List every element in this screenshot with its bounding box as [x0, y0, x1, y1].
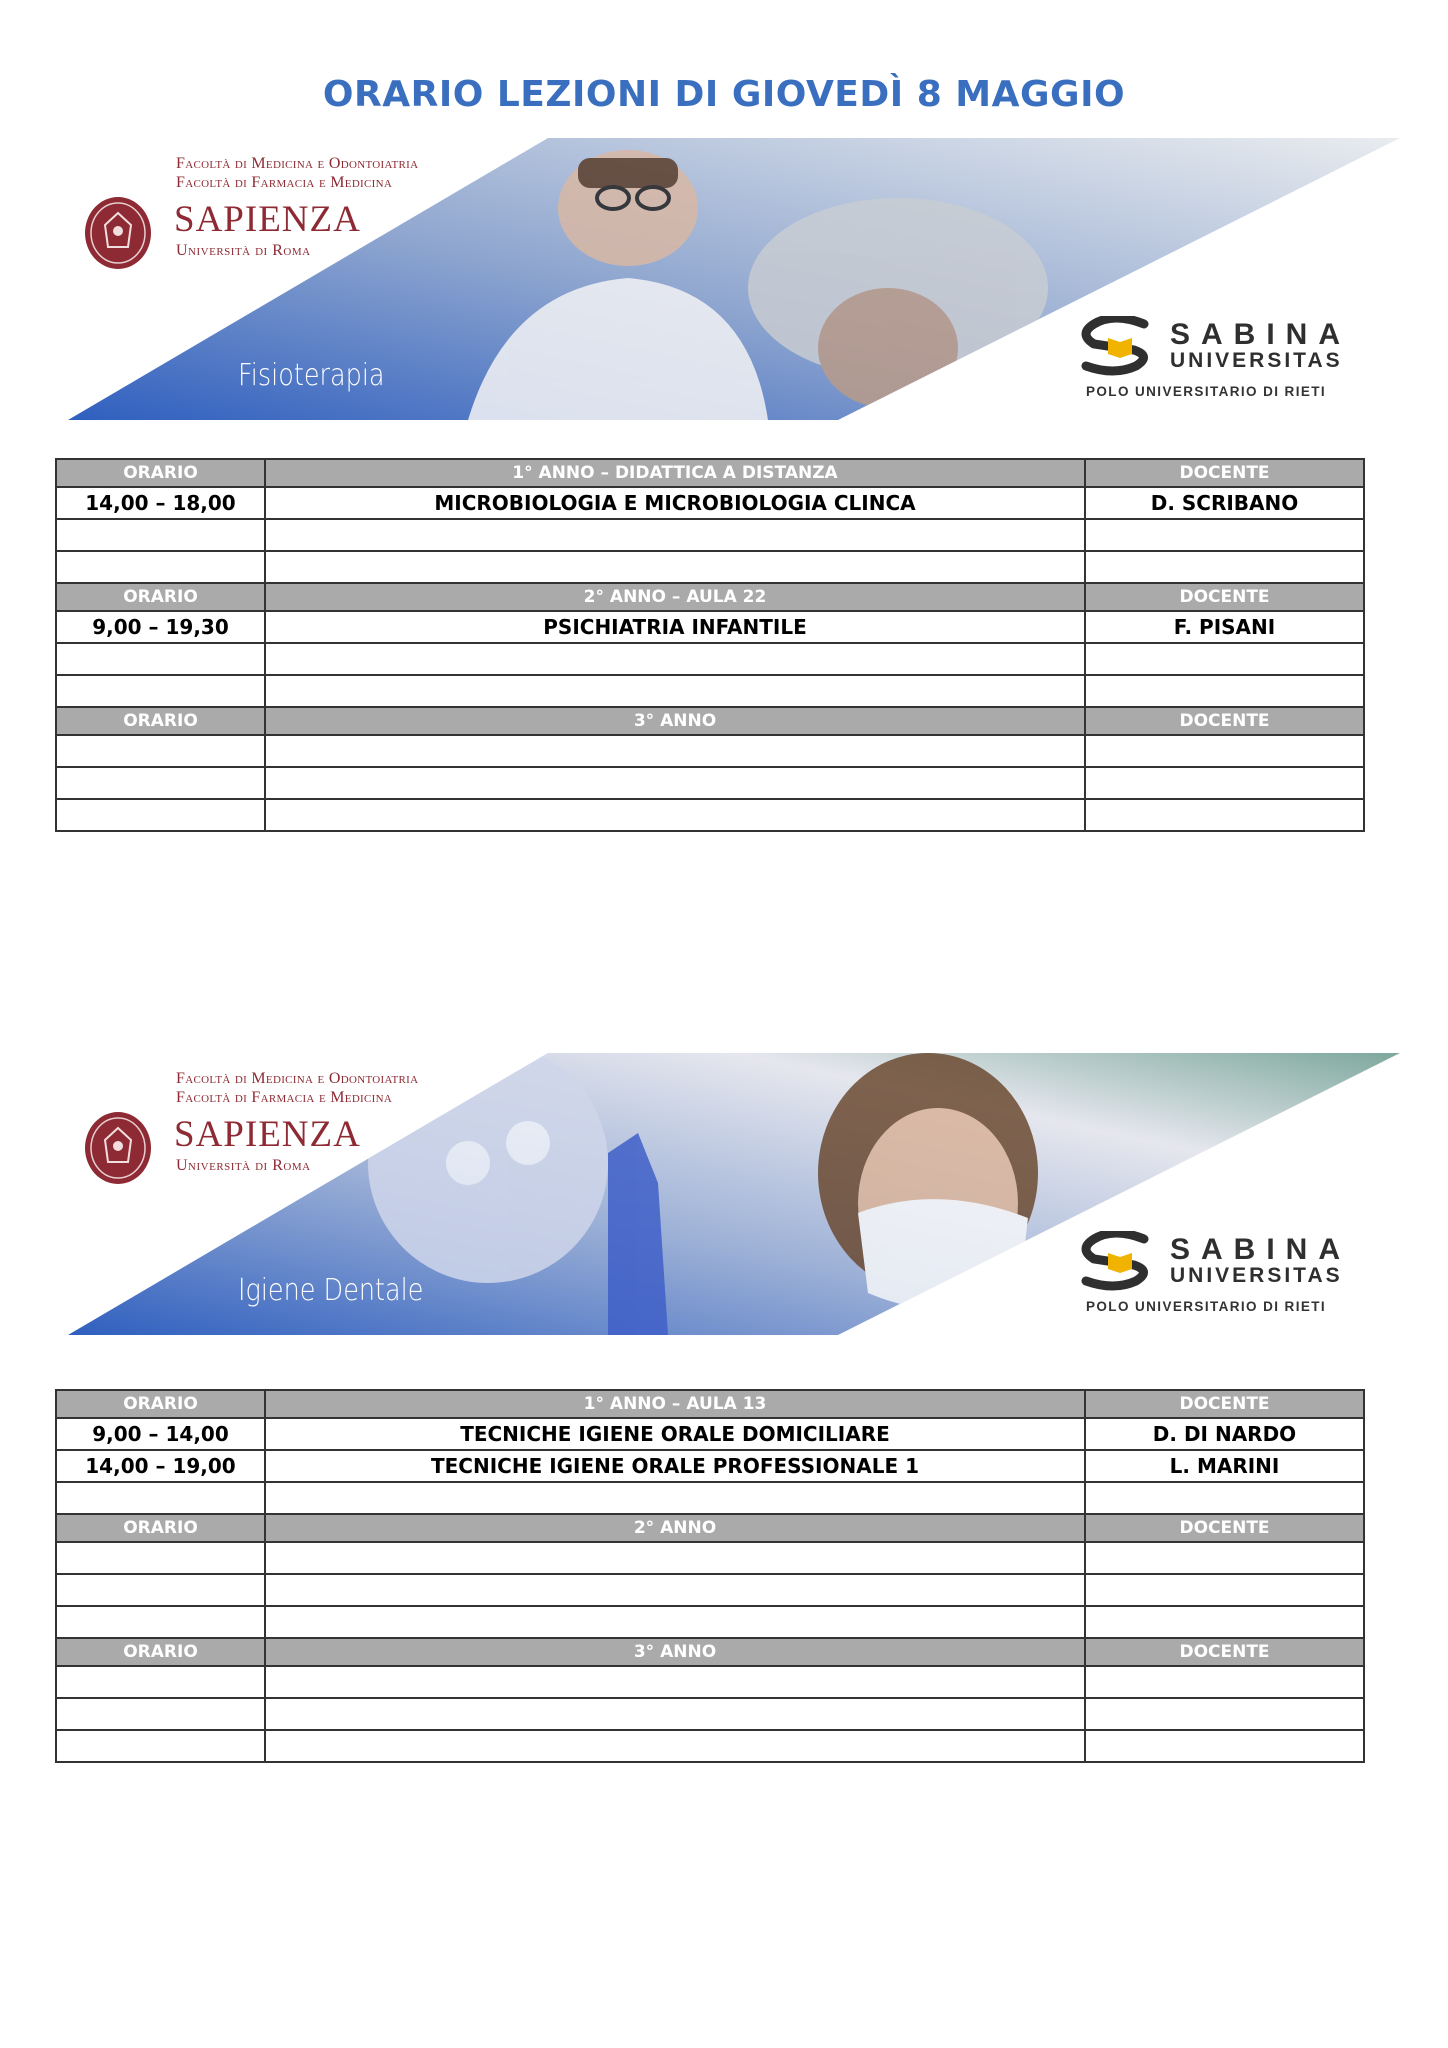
- university-subtitle: Università di Roma: [176, 1157, 311, 1174]
- header-teacher: DOCENTE: [1085, 583, 1364, 611]
- cell-time: 14,00 – 18,00: [56, 487, 265, 519]
- table-row: [56, 767, 1364, 799]
- cell-teacher: [1085, 1574, 1364, 1606]
- header-subject: 3° ANNO: [265, 707, 1085, 735]
- cell-subject: [265, 1606, 1085, 1638]
- header-time: ORARIO: [56, 707, 265, 735]
- cell-teacher: [1085, 551, 1364, 583]
- cell-teacher: [1085, 1542, 1364, 1574]
- header-teacher: DOCENTE: [1085, 1638, 1364, 1666]
- cell-time: 9,00 – 14,00: [56, 1418, 265, 1450]
- cell-teacher: D. SCRIBANO: [1085, 487, 1364, 519]
- header-time: ORARIO: [56, 1390, 265, 1418]
- cell-teacher: [1085, 643, 1364, 675]
- table-row: [56, 643, 1364, 675]
- header-subject: 2° ANNO: [265, 1514, 1085, 1542]
- table-row: [56, 1418, 1364, 1450]
- cell-teacher: [1085, 1482, 1364, 1514]
- header-teacher: DOCENTE: [1085, 459, 1364, 487]
- sabina-s-logo-icon: [1074, 316, 1164, 376]
- sabina-s-logo-icon: [1074, 1231, 1164, 1291]
- cell-time: [56, 1698, 265, 1730]
- banner-igiene-dentale: [68, 1053, 1400, 1335]
- cell-time: [56, 1730, 265, 1762]
- cell-teacher: [1085, 1666, 1364, 1698]
- cell-subject: TECNICHE IGIENE ORALE DOMICILIARE: [265, 1418, 1085, 1450]
- cell-teacher: F. PISANI: [1085, 611, 1364, 643]
- page-title: ORARIO LEZIONI DI GIOVEDÌ 8 MAGGIO: [322, 74, 1126, 115]
- table-header-row: [56, 1390, 1364, 1418]
- table-header-row: [56, 583, 1364, 611]
- sapienza-seal-icon: [83, 1110, 153, 1186]
- table-row: [56, 799, 1364, 831]
- cell-subject: [265, 675, 1085, 707]
- cell-time: [56, 767, 265, 799]
- table-row: [56, 551, 1364, 583]
- header-teacher: DOCENTE: [1085, 1390, 1364, 1418]
- cell-teacher: [1085, 1698, 1364, 1730]
- cell-subject: MICROBIOLOGIA E MICROBIOLOGIA CLINCA: [265, 487, 1085, 519]
- partner-subtitle: POLO UNIVERSITARIO DI RIETI: [1086, 1299, 1327, 1314]
- faculty-line-1: Facoltà di Medicina e Odontoiatria: [176, 155, 419, 172]
- cell-subject: PSICHIATRIA INFANTILE: [265, 611, 1085, 643]
- table-header-row: [56, 707, 1364, 735]
- table-row: [56, 675, 1364, 707]
- cell-subject: [265, 1666, 1085, 1698]
- partner-name-2: UNIVERSITAS: [1170, 1264, 1343, 1287]
- cell-subject: [265, 1482, 1085, 1514]
- cell-subject: [265, 551, 1085, 583]
- cell-time: 14,00 – 19,00: [56, 1450, 265, 1482]
- cell-subject: [265, 519, 1085, 551]
- table-row: [56, 519, 1364, 551]
- header-teacher: DOCENTE: [1085, 707, 1364, 735]
- header-time: ORARIO: [56, 583, 265, 611]
- cell-subject: [265, 1730, 1085, 1762]
- cell-teacher: [1085, 767, 1364, 799]
- table-row: [56, 1482, 1364, 1514]
- header-time: ORARIO: [56, 1638, 265, 1666]
- university-name: SAPIENZA: [174, 199, 361, 240]
- cell-subject: [265, 1542, 1085, 1574]
- header-subject: 2° ANNO – AULA 22: [265, 583, 1085, 611]
- cell-teacher: [1085, 735, 1364, 767]
- cell-subject: [265, 767, 1085, 799]
- cell-subject: [265, 1574, 1085, 1606]
- table-header-row: [56, 1638, 1364, 1666]
- cell-subject: [265, 799, 1085, 831]
- cell-time: [56, 643, 265, 675]
- cell-time: 9,00 – 19,30: [56, 611, 265, 643]
- table-row: [56, 1606, 1364, 1638]
- banner-fisioterapia: [68, 138, 1400, 420]
- table-row: [56, 1666, 1364, 1698]
- cell-teacher: [1085, 675, 1364, 707]
- cell-time: [56, 1666, 265, 1698]
- cell-teacher: L. MARINI: [1085, 1450, 1364, 1482]
- cell-time: [56, 1482, 265, 1514]
- cell-time: [56, 1574, 265, 1606]
- cell-time: [56, 519, 265, 551]
- sapienza-seal-icon: [83, 195, 153, 271]
- cell-time: [56, 1606, 265, 1638]
- cell-time: [56, 799, 265, 831]
- cell-teacher: [1085, 799, 1364, 831]
- cell-teacher: D. DI NARDO: [1085, 1418, 1364, 1450]
- faculty-line-2: Facoltà di Farmacia e Medicina: [176, 1089, 393, 1106]
- table-row: [56, 1698, 1364, 1730]
- table-row: [56, 1542, 1364, 1574]
- schedule-table-fisioterapia: [55, 458, 1365, 832]
- cell-teacher: [1085, 1606, 1364, 1638]
- cell-time: [56, 735, 265, 767]
- university-subtitle: Università di Roma: [176, 242, 311, 259]
- partner-name-1: SABINA: [1170, 318, 1352, 351]
- course-title: Igiene Dentale: [238, 1273, 424, 1308]
- table-header-row: [56, 459, 1364, 487]
- cell-teacher: [1085, 519, 1364, 551]
- table-row: [56, 1450, 1364, 1482]
- cell-teacher: [1085, 1730, 1364, 1762]
- header-subject: 1° ANNO – AULA 13: [265, 1390, 1085, 1418]
- faculty-line-2: Facoltà di Farmacia e Medicina: [176, 174, 393, 191]
- header-time: ORARIO: [56, 459, 265, 487]
- header-time: ORARIO: [56, 1514, 265, 1542]
- faculty-line-1: Facoltà di Medicina e Odontoiatria: [176, 1070, 419, 1087]
- partner-subtitle: POLO UNIVERSITARIO DI RIETI: [1086, 384, 1327, 399]
- cell-subject: [265, 643, 1085, 675]
- cell-subject: [265, 735, 1085, 767]
- header-subject: 3° ANNO: [265, 1638, 1085, 1666]
- table-row: [56, 1730, 1364, 1762]
- schedule-table-igiene-dentale: [55, 1389, 1365, 1763]
- cell-time: [56, 1542, 265, 1574]
- cell-subject: TECNICHE IGIENE ORALE PROFESSIONALE 1: [265, 1450, 1085, 1482]
- table-row: [56, 735, 1364, 767]
- partner-name-1: SABINA: [1170, 1233, 1352, 1266]
- header-teacher: DOCENTE: [1085, 1514, 1364, 1542]
- table-row: [56, 1574, 1364, 1606]
- table-row: [56, 487, 1364, 519]
- table-row: [56, 611, 1364, 643]
- university-name: SAPIENZA: [174, 1114, 361, 1155]
- table-header-row: [56, 1514, 1364, 1542]
- partner-name-2: UNIVERSITAS: [1170, 349, 1343, 372]
- cell-time: [56, 551, 265, 583]
- course-title: Fisioterapia: [238, 358, 385, 393]
- cell-time: [56, 675, 265, 707]
- cell-subject: [265, 1698, 1085, 1730]
- header-subject: 1° ANNO – DIDATTICA A DISTANZA: [265, 459, 1085, 487]
